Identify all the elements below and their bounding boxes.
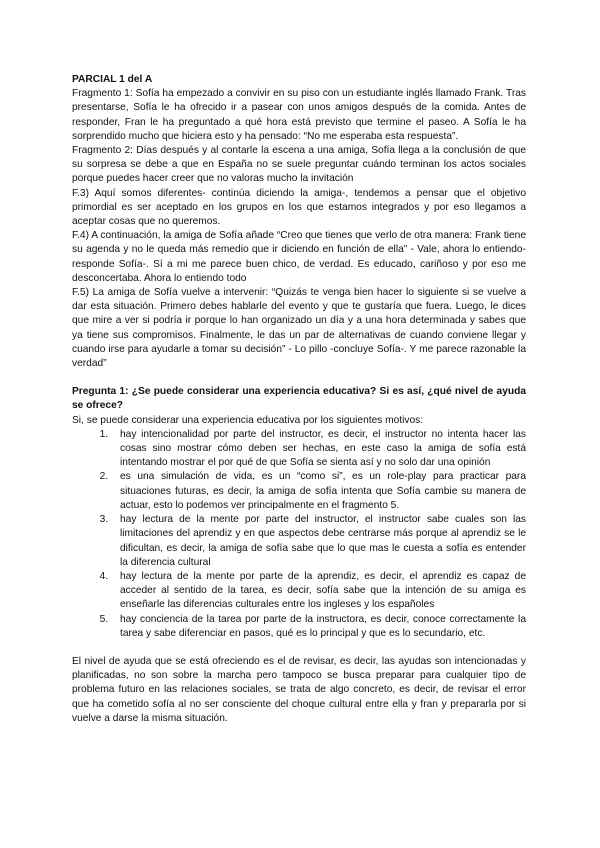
reason-item: 1. hay intencionalidad por parte del instructor, es decir, el instructor no intenta hacer las cosas sino mostrar cómo deben ser hechas, en este caso la amiga de sofía está intentando mostrar el por qué de que Sofía se sienta así y no solo dar una opinión (111, 428, 526, 471)
question-heading: Pregunta 1: ¿Se puede considerar una experiencia educativa? Si es así, ¿qué nivel de ayuda se ofrece? (72, 386, 526, 412)
closing-paragraph: El nivel de ayuda que se está ofreciendo es el de revisar, es decir, las ayudas son intencionadas y planificadas, no son sobre la marcha pero tampoco se busca preparar para cualquier tipo de problema futuro en las relaciones sociales, se trata de algo concreto, es decir, de revisar el error que ha cometido sofía al no ser consciente del choque cultural entre ella y fran y prepararla por si vuelve a darse la misma situación. (72, 655, 526, 724)
fragment-2: Fragmento 2: Días después y al contarle la escena a una amiga, Sofía llega a la conclusión de que su sorpresa se debe a que en España no se suele preguntar cuándo terminan los actos sociales porque puedes hacer creer que no valoras mucho la invitación (72, 145, 526, 185)
fragment-4: F.4) A continuación, la amiga de Sofía añade “Creo que tienes que verlo de otra manera: Frank tiene su agenda y no le queda más remedio que ir diciendo en función de ella” - Vale, ahora lo entiendo- responde Sofía-. Sí a mi me parece buen chico, de verdad. Es educado, cariñoso y por eso me desconcertaba. Ahora lo entiendo todo (72, 230, 526, 284)
reason-item: 4. hay lectura de la mente por parte de la aprendiz, es decir, el aprendiz es capaz de acceder al sentido de la tarea, es decir, sofía sabe que la intención de su amiga es enseñarle las diferencias culturales entre los ingleses y los españoles (111, 570, 526, 613)
fragment-5: F.5) La amiga de Sofía vuelve a intervenir: “Quizás te venga bien hacer lo siguiente si se vuelve a dar esta situación. Primero debes hablarle del evento y que te gustaría que fuera. Luego, le dices que mire a ver si podría ir porque lo han organizado un día y a una hora determinada y sabes que ya tiene sus compromisos. Finalmente, le das un par de alternativas de cuando conviene llegar y cuando irse para ayudarle a tomar su decisión” - Lo pillo -concluye Sofía-. Y me parece razonable la verdad” (72, 287, 526, 370)
reason-item: 5. hay conciencia de la tarea por parte de la instructora, es decir, conoce correctamente la tarea y sabe diferenciar en pasos, qué es lo principal y que es lo secundario, etc. (111, 613, 526, 641)
fragment-3: F.3) Aquí somos diferentes- continúa diciendo la amiga-, tendemos a pensar que el objetivo primordial es ser aceptado en los grupos en los que estamos integrados y por eso llegamos a aceptar cosas que no queremos. (72, 187, 526, 228)
reason-item: 2. es una simulación de vida, es un “como si”, es un role-play para practicar para situaciones futuras, es decir, la amiga de sofía intenta que Sofía cambie su manera de actuar, esto lo podemos ver principalmente en el fragmento 5. (111, 470, 526, 513)
fragment-1: Fragmento 1: Sofía ha empezado a convivir en su piso con un estudiante inglés llamado Frank. Tras presentarse, Sofía le ha ofrecido ir a pasear con unos amigos después de la comida. Antes de responder, Fran le ha preguntado a qué hora está previsto que termine el paseo. A Sofía le ha sorprendido mucho que hiciera esto y ha pensado: “No me esperaba esta respuesta”. (72, 88, 526, 142)
reason-item: 3. hay lectura de la mente por parte del instructor, el instructor sabe cuales son las limitaciones del aprendiz y en que aspectos debe centrarse más porque al aprendiz se le dificultan, es decir, la amiga de sofía sabe que lo que mas le cuesta a sofía es entender la diferencia cultural (111, 513, 526, 570)
reasons-list (72, 428, 526, 641)
document-page (72, 73, 526, 726)
answer-intro: Si, se puede considerar una experiencia educativa por los siguientes motivos: (72, 414, 424, 426)
document-title: PARCIAL 1 del A (72, 74, 153, 85)
